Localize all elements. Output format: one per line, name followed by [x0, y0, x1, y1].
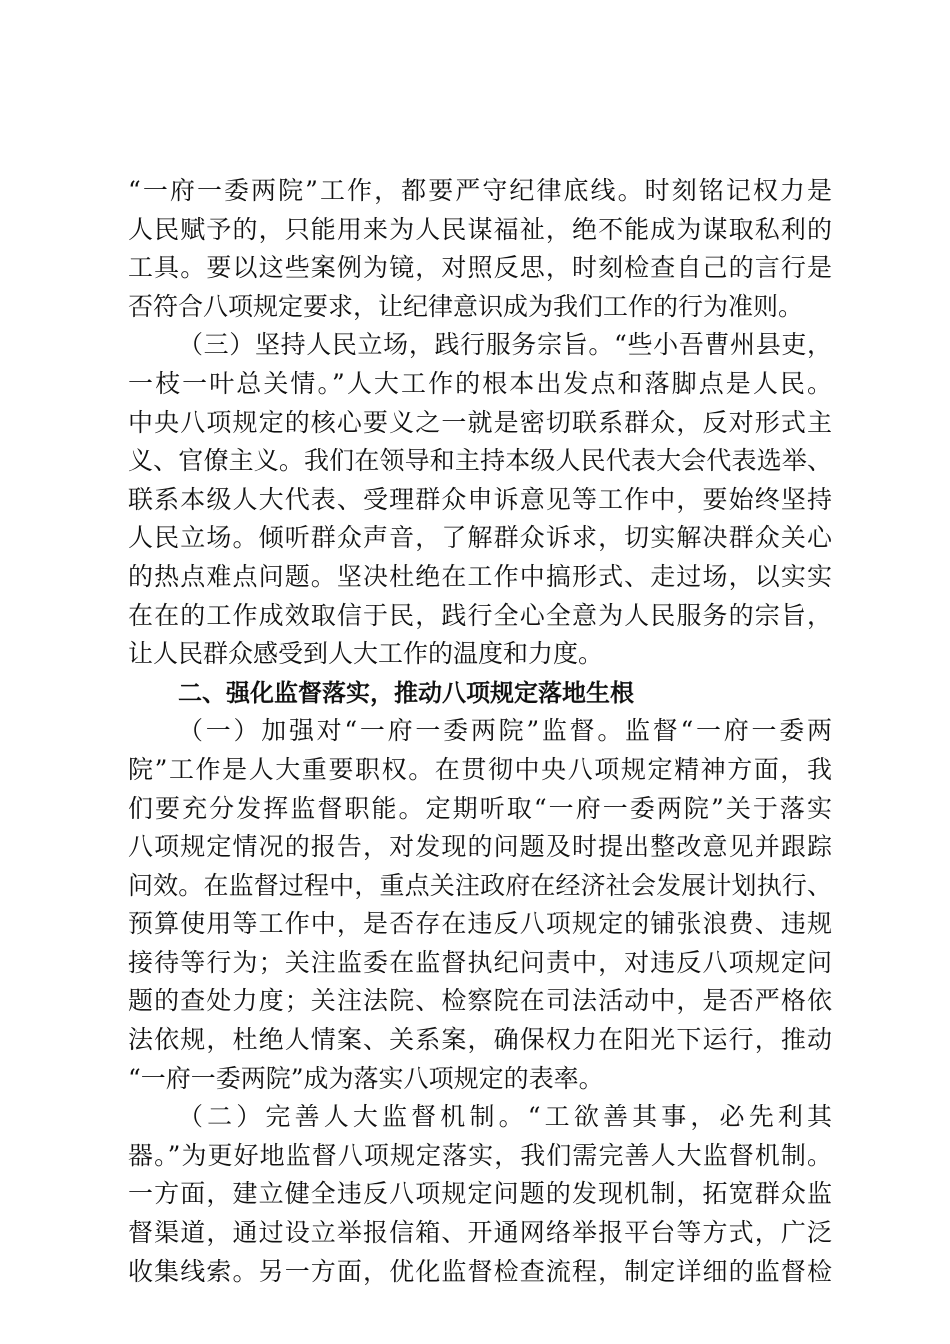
text-line: 院”工作是人大重要职权。在贯彻中央八项规定精神方面，我 — [128, 754, 832, 784]
subsection-heading-3: （三）坚持人民立场，践行服务宗旨。“些小吾曹州县吏， — [178, 330, 832, 360]
document-body — [128, 172, 832, 1291]
text-line: 一枝一叶总关情。”人大工作的根本出发点和落脚点是人民。 — [128, 368, 832, 398]
text-line: 工具。要以这些案例为镜，对照反思，时刻检查自己的言行是 — [128, 253, 832, 283]
text-line: 中央八项规定的核心要义之一就是密切联系群众，反对形式主 — [128, 407, 832, 437]
text-line: 一方面，建立健全违反八项规定问题的发现机制，拓宽群众监 — [128, 1179, 832, 1209]
text-line: 接待等行为；关注监委在监督执纪问责中，对违反八项规定问 — [128, 947, 832, 977]
subsection-heading-2: （二）完善人大监督机制。“工欲善其事，必先利其 — [178, 1102, 832, 1132]
text-line: 八项规定情况的报告，对发现的问题及时提出整改意见并跟踪 — [128, 832, 832, 862]
text-line: 的热点难点问题。坚决杜绝在工作中搞形式、走过场，以实实 — [128, 561, 832, 591]
text-line: 联系本级人大代表、受理群众申诉意见等工作中，要始终坚持 — [128, 484, 832, 514]
text-line: 预算使用等工作中，是否存在违反八项规定的铺张浪费、违规 — [128, 909, 832, 939]
text-line: 人民立场。倾听群众声音，了解群众诉求，切实解决群众关心 — [128, 523, 832, 553]
text-line: 否符合八项规定要求，让纪律意识成为我们工作的行为准则。 — [128, 291, 804, 321]
text-line: 在在的工作成效取信于民，践行全心全意为人民服务的宗旨， — [128, 600, 832, 630]
text-line: 义、官僚主义。我们在领导和主持本级人民代表大会代表选举、 — [128, 446, 832, 476]
text-line: 督渠道，通过设立举报信箱、开通网络举报平台等方式，广泛 — [128, 1218, 832, 1248]
text-line: 们要充分发挥监督职能。定期听取“一府一委两院”关于落实 — [128, 793, 832, 823]
text-line: 题的查处力度；关注法院、检察院在司法活动中，是否严格依 — [128, 986, 832, 1016]
section-heading: 二、强化监督落实，推动八项规定落地生根 — [178, 678, 634, 707]
subsection-heading-1: （一）加强对“一府一委两院”监督。监督“一府一委两 — [178, 716, 832, 746]
text-line: 问效。在监督过程中，重点关注政府在经济社会发展计划执行、 — [128, 870, 832, 900]
text-line: 器。”为更好地监督八项规定落实，我们需完善人大监督机制。 — [128, 1140, 832, 1170]
text-line: “一府一委两院”工作，都要严守纪律底线。时刻铭记权力是 — [128, 176, 832, 205]
text-line: 让人民群众感受到人大工作的温度和力度。 — [128, 639, 604, 669]
text-line: “一府一委两院”成为落实八项规定的表率。 — [128, 1063, 604, 1093]
text-line: 收集线索。另一方面，优化监督检查流程，制定详细的监督检 — [128, 1256, 832, 1286]
text-line: 法依规，杜绝人情案、关系案，确保权力在阳光下运行，推动 — [128, 1025, 832, 1055]
text-line: 人民赋予的，只能用来为人民谋福祉，绝不能成为谋取私利的 — [128, 214, 832, 244]
